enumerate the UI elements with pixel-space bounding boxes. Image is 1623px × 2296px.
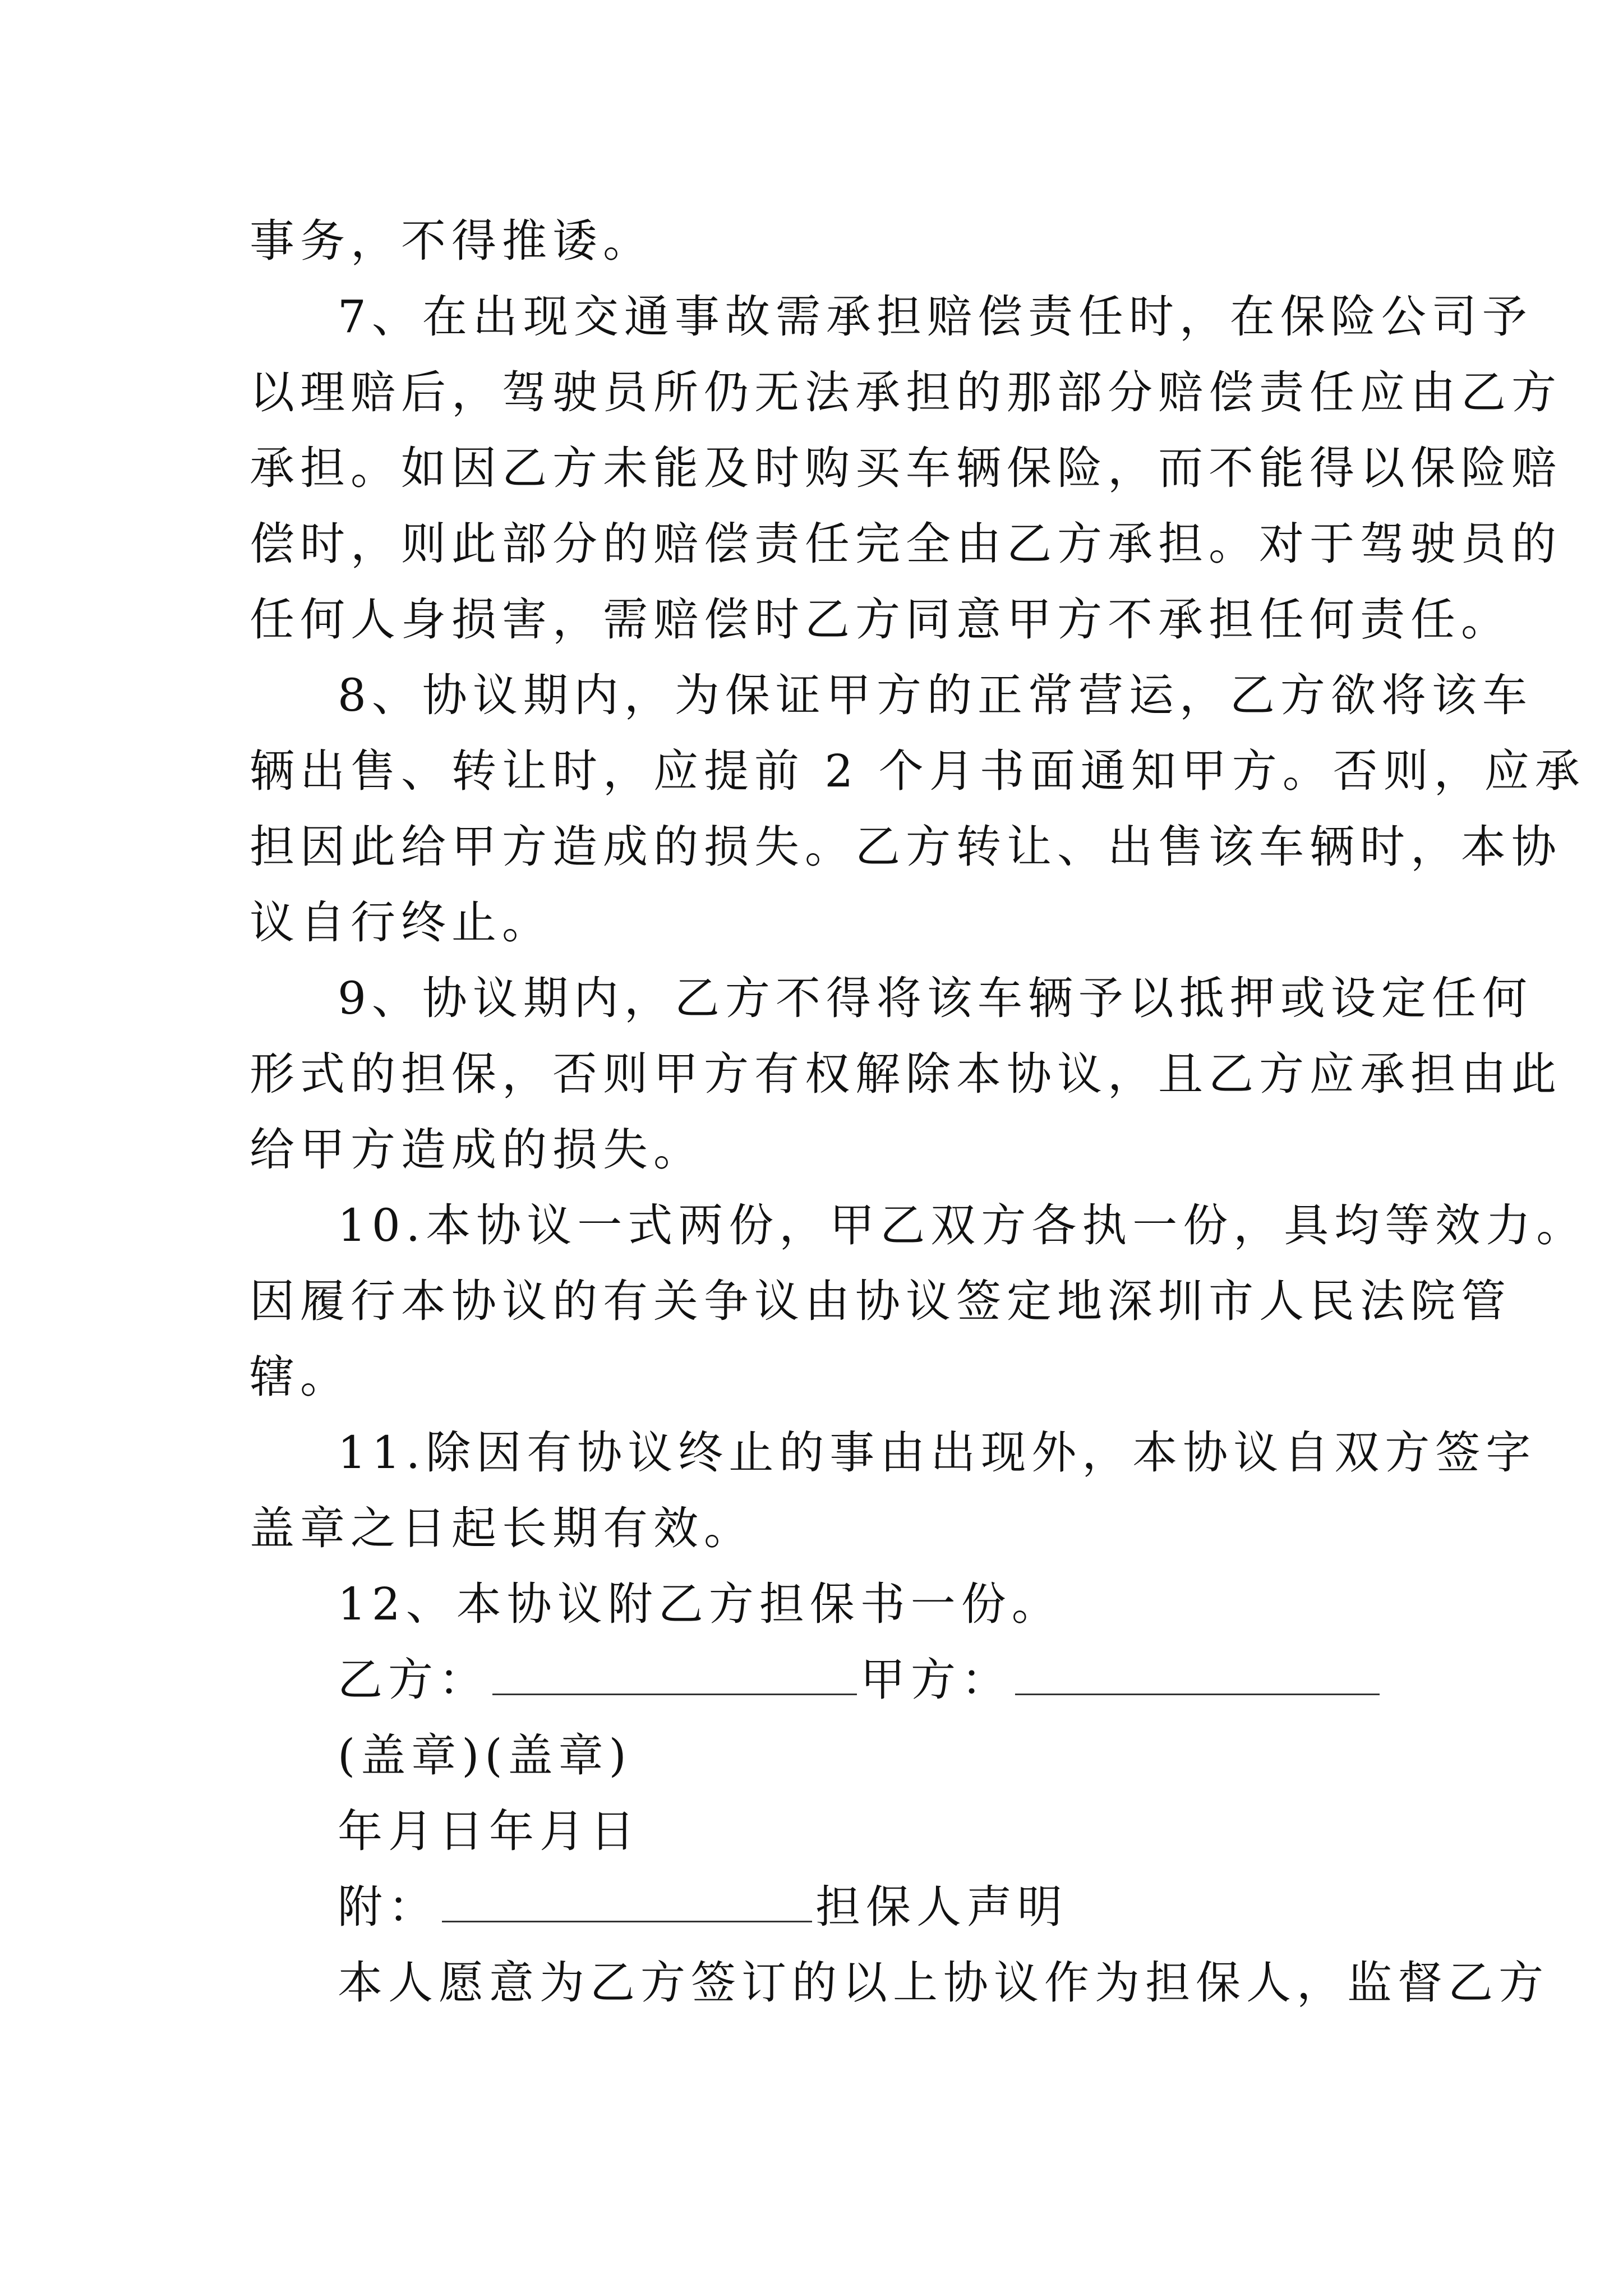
paragraph-line: 12、本协议附乙方担保书一份。 (338, 1578, 1062, 1630)
paragraph-line: 担因此给甲方造成的损失。乙方转让、出售该车辆时，本协 (250, 821, 1562, 873)
paragraph-line: 以理赔后，驾驶员所仍无法承担的那部分赔偿责任应由乙方 (250, 366, 1562, 418)
paragraph-line: 9、协议期内，乙方不得将该车辆予以抵押或设定任何 (338, 972, 1533, 1024)
paragraph-line: 辆出售、转让时，应提前 2 个月书面通知甲方。否则，应承 (250, 745, 1585, 797)
paragraph-line: 议自行终止。 (250, 896, 552, 949)
party-a-signature-field[interactable] (1015, 1654, 1380, 1695)
party-a-label: 甲方： (860, 1654, 1012, 1706)
paragraph-line: 任何人身损害，需赔偿时乙方同意甲方不承担任何责任。 (250, 593, 1511, 646)
paragraph-line: 承担。如因乙方未能及时购买车辆保险，而不能得以保险赔 (250, 442, 1562, 494)
party-b-signature-field[interactable] (492, 1654, 857, 1695)
party-b-label: 乙方： (338, 1654, 489, 1706)
attachment-line (338, 1879, 1068, 1935)
paragraph-line: 偿时，则此部分的赔偿责任完全由乙方承担。对于驾驶员的 (250, 518, 1562, 570)
paragraph-line: 8、协议期内，为保证甲方的正常营运，乙方欲将该车 (338, 669, 1533, 721)
signature-line (338, 1652, 1383, 1708)
paragraph-line: 7、在出现交通事故需承担赔偿责任时，在保险公司予 (338, 291, 1533, 343)
paragraph-line: 辖。 (250, 1351, 351, 1403)
paragraph-line: 11.除因有协议终止的事由出现外，本协议自双方签字 (338, 1427, 1537, 1479)
attachment-label: 附： (338, 1881, 439, 1933)
paragraph-line: 因履行本协议的有关争议由协议签定地深圳市人民法院管 (250, 1275, 1511, 1327)
paragraph-line: 10.本协议一式两份，甲乙双方各执一份，具均等效力。 (338, 1199, 1587, 1251)
paragraph-line: 事务，不得推诿。 (250, 215, 653, 267)
attachment-field[interactable] (442, 1881, 812, 1922)
paragraph-line: 形式的担保，否则甲方有权解除本协议，且乙方应承担由此 (250, 1048, 1562, 1100)
paragraph-line: 盖章之日起长期有效。 (250, 1502, 754, 1554)
date-line: 年月日年月日 (338, 1805, 640, 1857)
guarantor-title: 担保人声明 (815, 1881, 1068, 1933)
paragraph-line: 本人愿意为乙方签订的以上协议作为担保人，监督乙方 (338, 1957, 1549, 2009)
paragraph-line: 给甲方造成的损失。 (250, 1124, 704, 1176)
seal-line: (盖章)(盖章) (338, 1729, 632, 1782)
